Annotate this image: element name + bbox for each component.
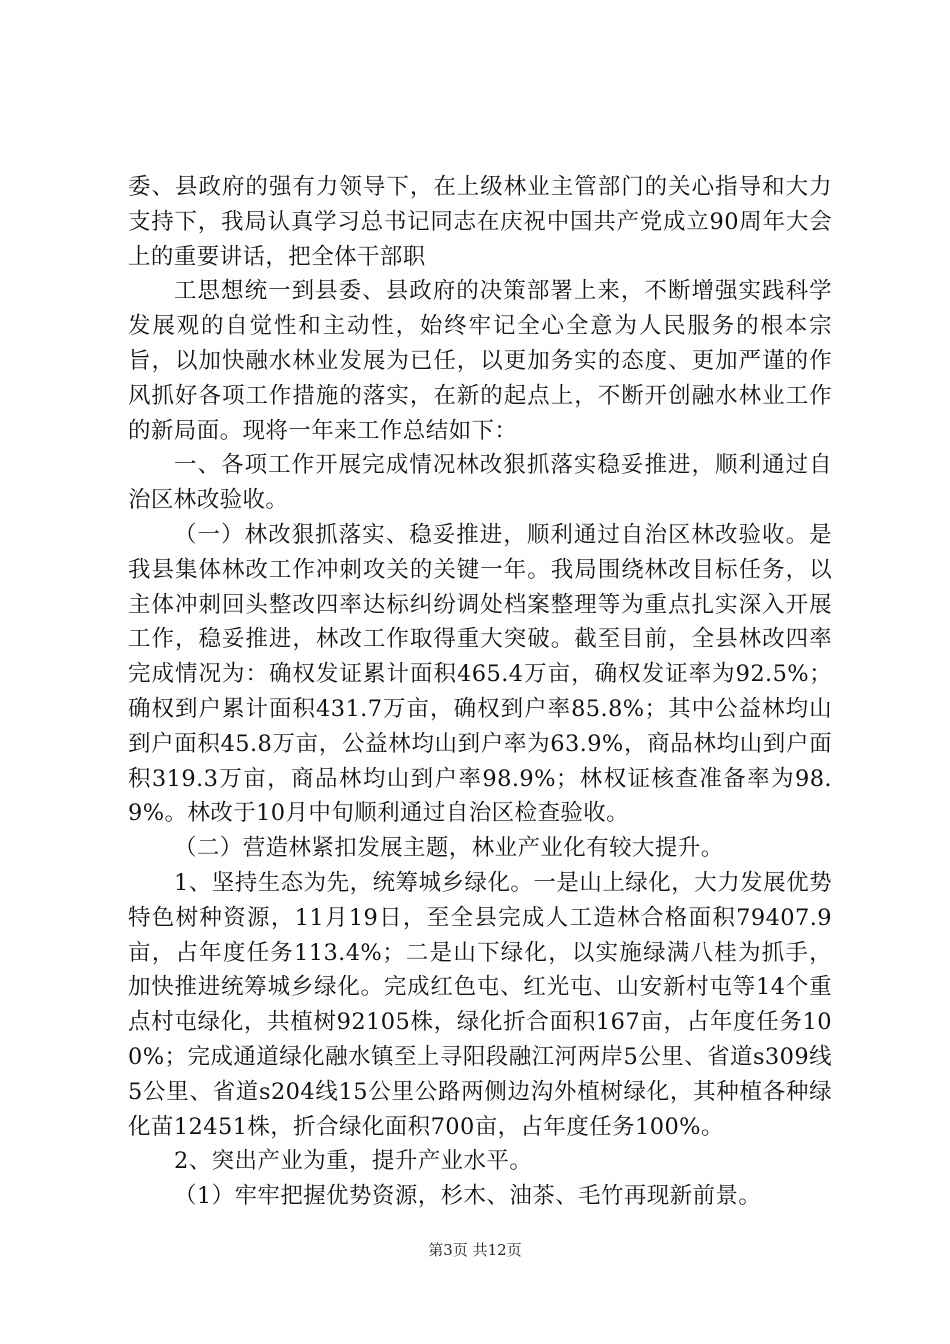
subsection-heading-2: （二）营造林紧扣发展主题，林业产业化有较大提升。 [174,835,724,862]
paragraph-forest-reform: （一）林改狠抓落实、稳妥推进，顺利通过自治区林改验收。是我县集体林改工作冲刺攻关的关键一年。我局围绕林改目标任务，以主体冲刺回头整改四率达标纠纷调处档案整理等为重点扎实深入开展工作，稳妥推进，林改工作取得重大突破。截至目前，全县林改四率完成情况为：确权发证累计面积465.4万亩，确权发证率为92.5%；确权到户累计面积431.7万亩，确权到户率85.8%；其中公益林均山到户面积45.8万亩，公益林均山到户率为63.9%，商品林均山到户面积319.3万亩，商品林均山到户率98.9%；林权证核查准备率为98.9%。林改于10月中旬顺利通过自治区检查验收。 [128,521,832,827]
item-heading-industry: 2、突出产业为重，提升产业水平。 [174,1148,533,1175]
page-footer: 第3页 共12页 [428,1241,522,1259]
paragraph-greening: 1、坚持生态为先，统筹城乡绿化。一是山上绿化，大力发展优势特色树种资源，11月19日，至全县完成人工造林合格面积79407.9亩，占年度任务113.4%；二是山下绿化，以实施绿满八桂为抓手，加快推进统筹城乡绿化。完成红色屯、红光屯、山安新村屯等14个重点村屯绿化，共植树92105株，绿化折合面积167亩，占年度任务100%；完成通道绿化融水镇至上寻阳段融江河两岸5公里、省道s309线5公里、省道s204线15公里公路两侧边沟外植树绿化，其种植各种绿化苗12451株，折合绿化面积700亩，占年度任务100%。 [128,869,832,1140]
paragraph-continuation: 委、县政府的强有力领导下，在上级林业主管部门的关心指导和大力支持下，我局认真学习总书记同志在庆祝中国共产党成立90周年大会上的重要讲话，把全体干部职 [128,174,832,270]
paragraph-ideology: 工思想统一到县委、县政府的决策部署上来，不断增强实践科学发展观的自觉性和主动性，始终牢记全心全意为人民服务的根本宗旨，以加快融水林业发展为已任，以更加务实的态度、更加严谨的作风抓好各项工作措施的落实，在新的起点上，不断开创融水林业工作的新局面。现将一年来工作总结如下： [128,278,832,444]
document-body [128,170,832,1214]
item-heading-resources: （1）牢牢把握优势资源，杉木、油茶、毛竹再现新前景。 [174,1183,762,1210]
section-heading-1: 一、各项工作开展完成情况林改狠抓落实稳妥推进，顺利通过自治区林改验收。 [128,452,832,514]
